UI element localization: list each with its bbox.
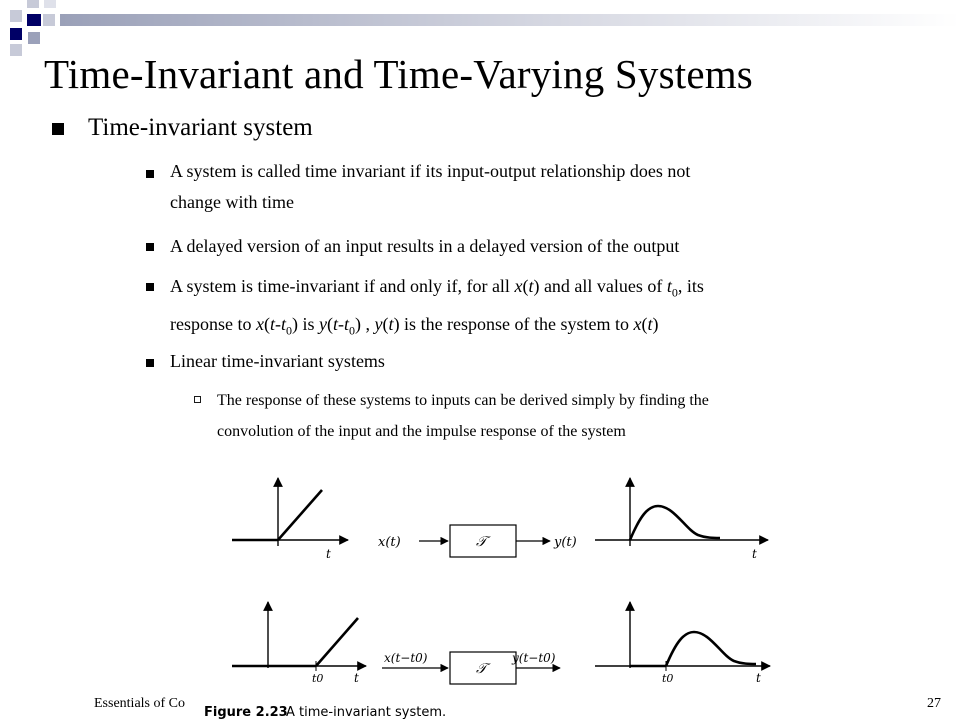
t-axis-label: t [756,671,761,685]
math-var: t [528,276,534,296]
text-run: ) , [355,313,375,334]
bottom-input-plot [232,602,366,685]
math-var: x [255,313,264,334]
figure-caption-text: A time-invariant system. [286,705,447,720]
bullet-text-line: convolution of the input and the impulse response of the system [217,423,626,440]
deco-square-dark-2 [27,14,41,26]
top-input-plot [232,478,348,561]
math-var: t [666,276,672,296]
math-var: y [319,313,328,334]
bullet-square-icon [146,359,154,367]
text-run: ) is [292,313,320,334]
top-output-plot [595,478,768,561]
header-gradient-bar [60,14,960,26]
text-run: ) is the response of the system to [393,313,634,334]
text-run: ( [522,276,529,296]
sub-bullet-hollow-square-icon [194,396,201,403]
bullet-definition [170,156,690,218]
math-subscript: 0 [671,285,678,300]
deco-square-light-2 [10,44,22,56]
math-var: t [269,313,275,334]
math-var: x [633,313,642,334]
deco-square-light-4 [43,14,55,26]
math-var: y [374,313,383,334]
time-invariant-figure [200,468,800,720]
math-subscript: 0 [286,323,293,338]
text-run: response to [170,313,256,334]
t-axis-label: t [354,671,359,685]
bullet-text-line: A system is called time invariant if its input-output relationship does not [170,161,691,181]
text-run: ) and all values of [533,276,667,296]
text-run: A system is time-invariant if and only if, for all [170,276,515,296]
deco-square-light-5 [44,0,56,8]
sub-bullet-convolution [217,385,709,447]
text-run: , its [677,276,704,296]
bullet-text-line: The response of these systems to inputs can be derived simply by finding the [217,392,709,409]
t0-label: t0 [312,672,324,685]
bullet-square-icon [146,243,154,251]
footer-text: Essentials of Co [94,696,185,711]
math-subscript: 0 [349,323,356,338]
figure-caption-label: Figure 2.23 [204,705,288,720]
text-run: - [275,313,281,334]
math-var: x [514,276,523,296]
system-symbol: 𝒯 [476,534,487,550]
t-axis-label: t [752,547,757,561]
bullet-text-line [170,271,704,309]
math-var: t [647,313,653,334]
text-run: - [338,313,345,334]
math-var: t [388,313,394,334]
deco-square-light-3 [27,0,39,8]
bullet-square-icon [146,283,154,291]
t-axis-label: t [326,547,331,561]
t0-label: t0 [662,672,674,685]
bullet-condition [170,271,704,346]
deco-square-dark-1 [10,28,22,40]
slide-title: Time-Invariant and Time-Varying Systems [44,51,753,97]
bullet-lti: Linear time-invariant systems [170,351,385,371]
page-number: 27 [927,696,941,711]
bullet-square-icon [146,170,154,178]
text-run: ( [641,313,648,334]
heading-bullet: Time-invariant system [88,114,313,141]
output-curve [666,632,756,666]
output-label: y(t) [554,535,577,550]
deco-square-mid-1 [28,32,40,44]
text-run: ) [652,313,659,334]
math-var: t [281,313,287,334]
output-curve [630,506,720,540]
bullet-text-line: change with time [170,192,294,212]
bottom-system-block [382,651,560,684]
bullet-text-line [170,309,704,347]
input-label: x(t−t0) [384,651,428,665]
text-run: ( [263,313,270,334]
math-var: t [344,313,350,334]
input-label: x(t) [378,535,401,550]
output-label: y(t−t0) [512,651,556,665]
input-ramp [278,490,322,540]
bullet-delay: A delayed version of an input results in a delayed version of the output [170,236,680,256]
system-symbol: 𝒯 [476,661,487,677]
bullet-square-icon [52,123,64,135]
deco-square-light-1 [10,10,22,22]
math-var: t [333,313,339,334]
text-run: ( [382,313,389,334]
bottom-output-plot [595,602,770,685]
text-run: ( [327,313,334,334]
input-ramp [316,618,358,666]
top-system-block [378,525,577,557]
